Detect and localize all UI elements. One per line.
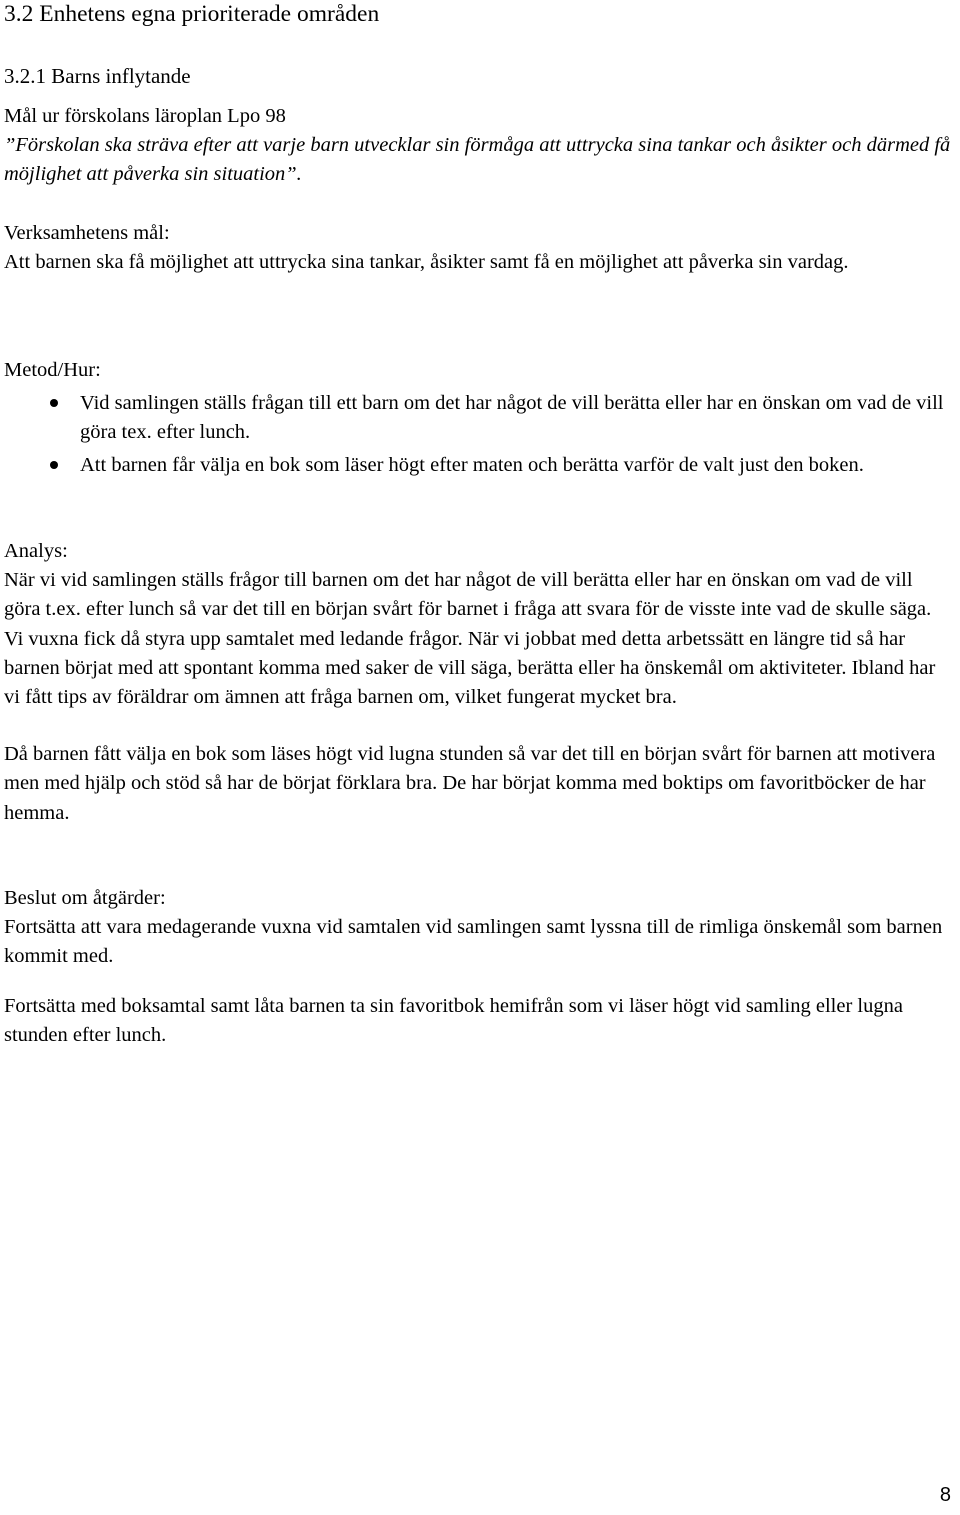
decision-block [4,884,954,1050]
analysis-block [4,537,954,828]
bullet-icon [50,461,58,469]
method-list-item [4,451,954,480]
goal-block [4,219,954,277]
curriculum-heading: Mål ur förskolans läroplan Lpo 98 [4,105,286,127]
method-item-text: Att barnen får välja en bok som läser högt efter maten och berätta varför de valt just den boken. [80,453,864,476]
decision-paragraph: Fortsätta att vara medagerande vuxna vid samtalen vid samlingen samt lyssna till de rimliga önskemål som barnen kommit med. [4,916,943,968]
method-item-text: Vid samlingen ställs frågan till ett barn om det har något de vill berätta eller har en önskan om vad de vill göra tex. efter lunch. [80,392,944,444]
method-block [4,356,954,480]
analysis-paragraph: Då barnen fått välja en bok som läses högt vid lugna stunden så var det till en början svårt för barnen att motivera men med hjälp och stöd så har de börjat förklara bra. De har börjat komma med boktips om favoritböcker de har hemma. [4,743,936,824]
page-number: 8 [939,1484,951,1506]
decision-paragraph: Fortsätta med boksamtal samt låta barnen ta sin favoritbok hemifrån som vi läser högt vid samling eller lugna stunden efter lunch. [4,994,903,1046]
bullet-icon [50,399,58,407]
goal-heading: Verksamhetens mål: [4,222,170,244]
method-list-item [4,389,954,447]
curriculum-quote: ”Förskolan ska sträva efter att varje barn utvecklar sin förmåga att uttrycka sina tankar och åsikter och därmed få möjlighet att påverka sin situation”. [4,134,951,186]
section-title: 3.2 Enhetens egna prioriterade områden [4,1,380,27]
method-list [4,389,954,480]
goal-text: Att barnen ska få möjlighet att uttrycka sina tankar, åsikter samt få en möjlighet att påverka sin vardag. [4,251,849,274]
subsection-title: 3.2.1 Barns inflytande [4,64,191,88]
method-heading: Metod/Hur: [4,359,101,381]
decision-heading: Beslut om åtgärder: [4,887,166,909]
curriculum-block [4,102,954,190]
analysis-heading: Analys: [4,540,68,562]
analysis-paragraph: När vi vid samlingen ställs frågor till barnen om det har något de vill berätta eller har en önskan om vad de vill göra t.ex. efter lunch så var det till en början svårt för barnet i fråga att svara för de visste inte vad de skulle säga. Vi vuxna fick då styra upp samtalet med ledande frågor. När vi jobbat med detta arbetssätt en längre tid så har barnen börjat med att spontant komma med saker de vill säga, berätta eller ha önskemål om aktiviteter. Ibland har vi fått tips av föräldrar om ämnen att fråga barnen om, vilket fungerat mycket bra. [4,569,936,709]
